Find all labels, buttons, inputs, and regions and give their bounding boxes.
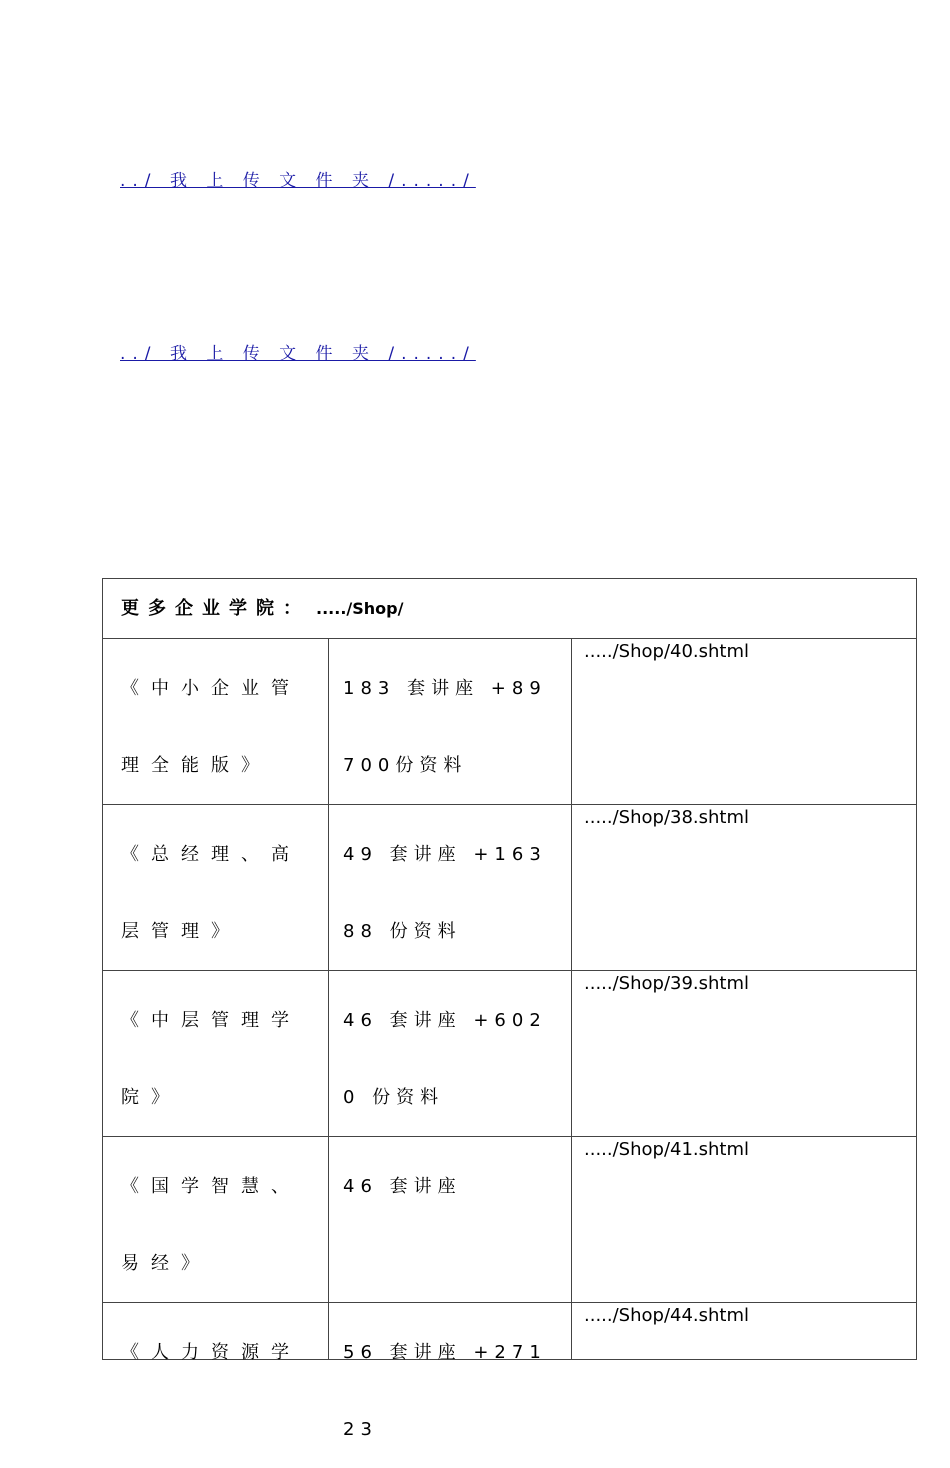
- upload-folder-link-2[interactable]: ../ 我 上 传 文 件 夹 /...../: [120, 344, 476, 364]
- course-count: [329, 1303, 572, 1440]
- course-count-text: 56 套讲座 +27123: [343, 1342, 547, 1440]
- table-header-cell: [103, 579, 917, 639]
- table-row: [103, 971, 917, 1137]
- course-link[interactable]: ...../Shop/38.shtml: [572, 805, 917, 971]
- upload-folder-link-1[interactable]: ../ 我 上 传 文 件 夹 /...../: [120, 171, 476, 191]
- course-name: 《国学智慧、易经》: [103, 1137, 329, 1303]
- table-header-row: [103, 579, 917, 639]
- course-count: 46 套讲座: [329, 1137, 572, 1303]
- more-academies-label: 更多企业学院：: [121, 598, 310, 619]
- course-name: 《总经理、高层管理》: [103, 805, 329, 971]
- course-name: 《中小企业管理全能版》: [103, 639, 329, 805]
- course-count: 49 套讲座 +16388 份资料: [329, 805, 572, 971]
- course-link[interactable]: ...../Shop/44.shtml: [572, 1303, 917, 1360]
- course-link[interactable]: ...../Shop/39.shtml: [572, 971, 917, 1137]
- course-link[interactable]: ...../Shop/41.shtml: [572, 1137, 917, 1303]
- table-row: [103, 1303, 917, 1360]
- course-name: [103, 1303, 329, 1363]
- table-row: [103, 805, 917, 971]
- table-row: [103, 639, 917, 805]
- course-table: [102, 578, 917, 1440]
- course-count: 46 套讲座 +6020 份资料: [329, 971, 572, 1137]
- course-count: 183 套讲座 +89700份资料: [329, 639, 572, 805]
- shop-link[interactable]: ...../Shop/: [316, 599, 404, 618]
- table-row: [103, 1137, 917, 1303]
- course-link[interactable]: ...../Shop/40.shtml: [572, 639, 917, 805]
- course-name: 《中层管理学院》: [103, 971, 329, 1137]
- course-name-text: 《人力资源学: [121, 1342, 301, 1363]
